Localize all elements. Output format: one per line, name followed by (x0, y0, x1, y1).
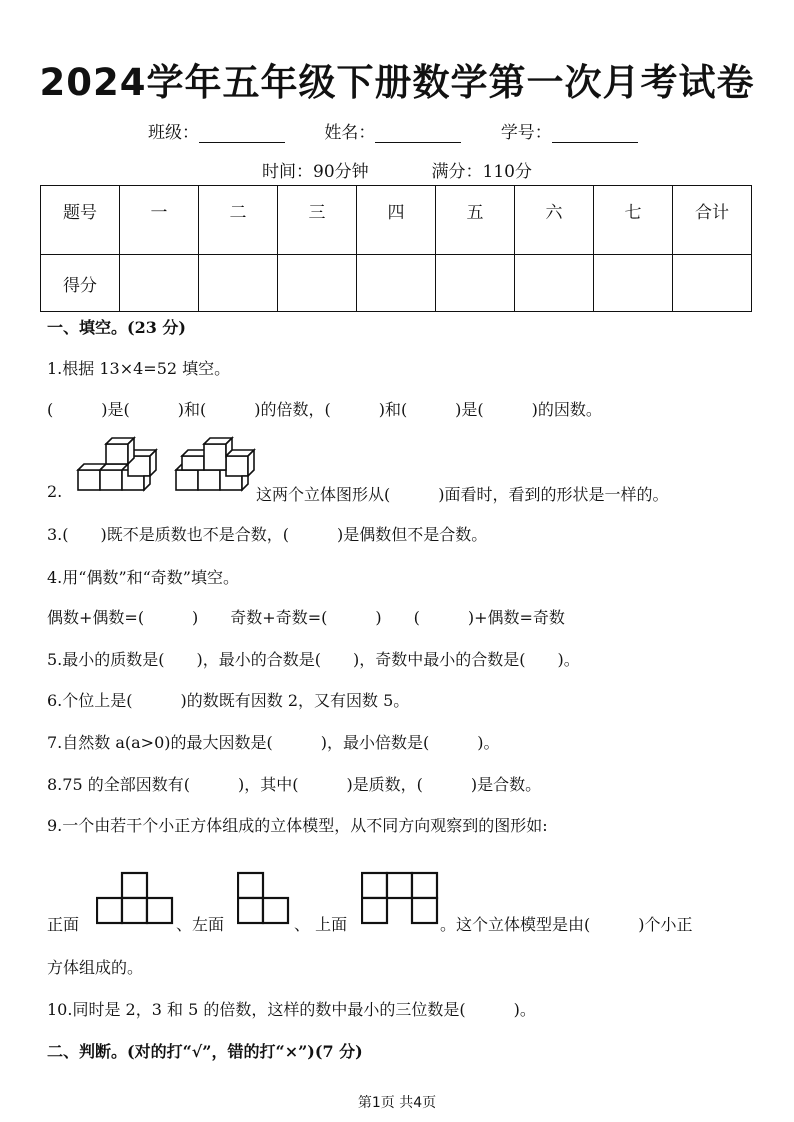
question-4: 4.用“偶数”和“奇数”填空。 (47, 568, 239, 587)
question-8: 8.75 的全部因数有( )，其中( )是质数，( )是合数。 (47, 775, 542, 794)
header-cell: 题号 (41, 186, 120, 255)
question-9-left-label: 、左面 (176, 915, 225, 934)
question-4-blanks: 偶数+偶数=( ) 奇数+奇数=( ) ( )+偶数=奇数 (47, 608, 565, 627)
header-cell: 一 (120, 186, 199, 255)
full-score-info: 满分：110分 (431, 162, 532, 182)
front-view-figure (96, 870, 176, 926)
question-3: 3.( )既不是质数也不是合数，( )是偶数但不是合数。 (47, 525, 488, 544)
question-2-number: 2. (47, 482, 63, 501)
question-2-text: 这两个立体图形从( )面看时，看到的形状是一样的。 (256, 485, 669, 504)
question-1-blanks: ( )是( )和( )的倍数，( )和( )是( )的因数。 (47, 400, 602, 419)
question-7: 7.自然数 a(a>0)的最大因数是( )，最小倍数是( )。 (47, 733, 500, 752)
question-9-front-label: 正面 (47, 915, 80, 934)
score-cell[interactable] (436, 255, 515, 312)
top-view-figure (361, 870, 441, 926)
page-title: 2024学年五年级下册数学第一次月考试卷 (39, 61, 755, 104)
question-9-top-label: 、 上面 (294, 915, 348, 934)
question-6: 6.个位上是( )的数既有因数 2，又有因数 5。 (47, 691, 410, 710)
header-cell: 四 (357, 186, 436, 255)
score-cell[interactable] (278, 255, 357, 312)
score-cell[interactable] (673, 255, 752, 312)
header-cell: 合计 (673, 186, 752, 255)
section1-title: 一、填空。(23 分) (47, 318, 186, 337)
time-info: 时间：90分钟 (262, 162, 369, 182)
name-label: 姓名： (324, 123, 376, 143)
score-cell[interactable] (594, 255, 673, 312)
section2-title: 二、判断。(对的打“√”，错的打“×”)(7 分) (47, 1042, 363, 1061)
id-label: 学号： (500, 123, 552, 143)
student-info-row (148, 118, 638, 143)
score-cell[interactable] (357, 255, 436, 312)
header-cell: 五 (436, 186, 515, 255)
id-blank[interactable] (552, 124, 638, 143)
cube-figure-2 (176, 438, 254, 490)
question-5: 5.最小的质数是( )，最小的合数是( )，奇数中最小的合数是( )。 (47, 650, 580, 669)
page-footer: 第1页 共4页 (357, 1095, 437, 1111)
name-blank[interactable] (375, 124, 461, 143)
header-cell: 二 (199, 186, 278, 255)
question-9-tail: 。这个立体模型是由( )个小正 (440, 915, 693, 934)
header-cell: 七 (594, 186, 673, 255)
header-cell: 六 (515, 186, 594, 255)
score-row-label: 得分 (41, 255, 120, 312)
score-cell[interactable] (199, 255, 278, 312)
class-blank[interactable] (199, 124, 285, 143)
question-9-line2: 方体组成的。 (47, 958, 144, 977)
cube-figure-1 (78, 438, 156, 490)
score-table (40, 185, 752, 312)
score-table-score-row (41, 255, 752, 312)
cube-figures (72, 432, 262, 494)
question-9: 9.一个由若干个小正方体组成的立体模型，从不同方向观察到的图形如: (47, 816, 548, 835)
score-table-header-row (41, 186, 752, 255)
score-cell[interactable] (120, 255, 199, 312)
class-label: 班级： (148, 123, 199, 143)
score-cell[interactable] (515, 255, 594, 312)
time-score-row (0, 157, 794, 182)
left-view-figure (237, 870, 293, 926)
question-1: 1.根据 13×4=52 填空。 (47, 359, 231, 378)
question-10: 10.同时是 2，3 和 5 的倍数，这样的数中最小的三位数是( )。 (47, 1000, 536, 1019)
header-cell: 三 (278, 186, 357, 255)
